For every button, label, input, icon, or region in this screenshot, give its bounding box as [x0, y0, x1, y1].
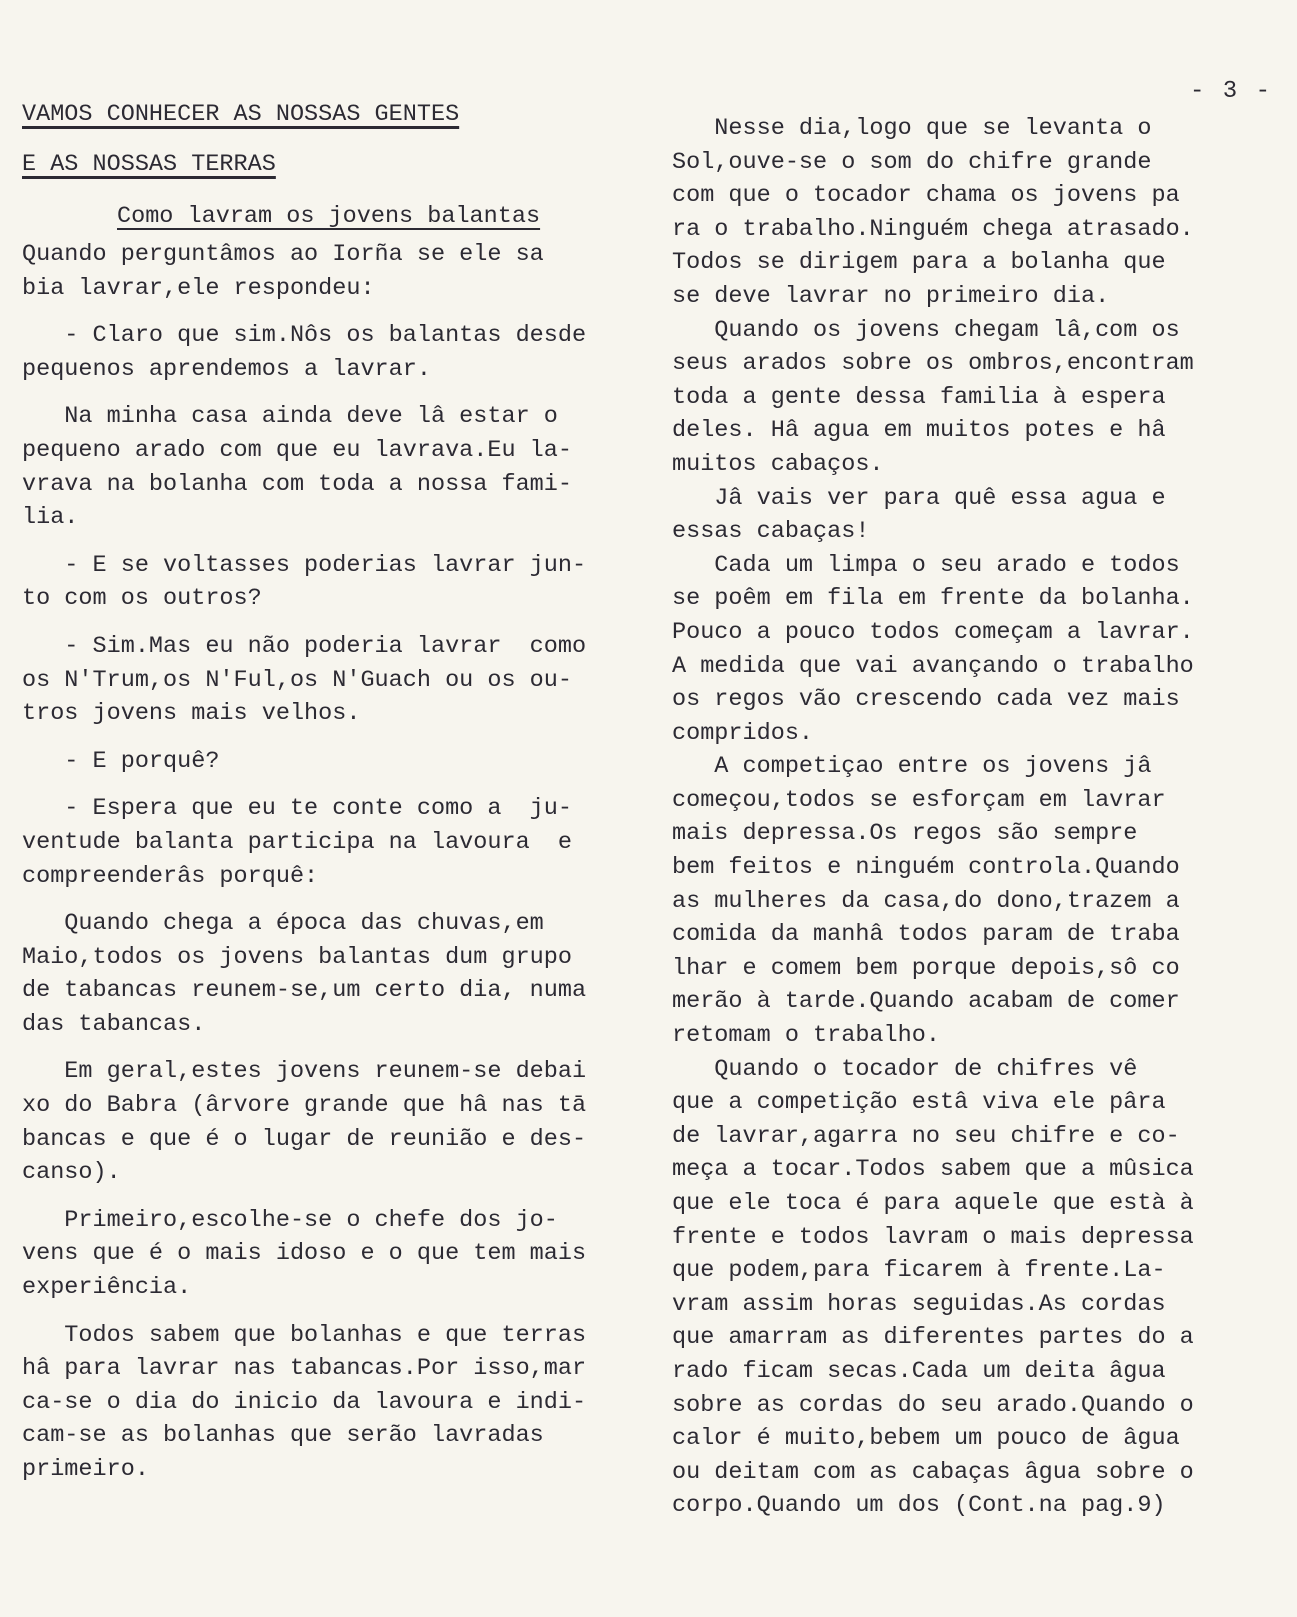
text-line: mais depressa.Os regos são sempre	[672, 820, 1138, 848]
text-line: pequenos aprendemos a lavrar.	[22, 355, 431, 383]
text-line: - E se voltasses poderias lavrar jun-	[22, 551, 587, 579]
text-line: ca-se o dia do inicio da lavoura e indi-	[22, 1388, 587, 1416]
text-line: que amarram as diferentes partes do a	[672, 1324, 1194, 1352]
text-line: xo do Babra (ârvore grande que hâ nas tā	[22, 1092, 587, 1120]
text-line: que a competição estâ viva ele pâra	[672, 1089, 1166, 1117]
paragraph-gap	[22, 778, 652, 792]
paragraph	[22, 1319, 652, 1487]
text-line: meça a tocar.Todos sabem que a mûsica	[672, 1156, 1194, 1184]
paragraph-gap	[22, 893, 652, 907]
text-line: Nesse dia,logo que se levanta o	[672, 115, 1152, 142]
text-line: A medida que vai avançando o trabalho	[672, 652, 1194, 680]
paragraph	[22, 400, 652, 534]
text-line: compridos.	[672, 719, 814, 747]
text-line: seus arados sobre os ombros,encontram	[672, 350, 1194, 378]
paragraph-gap	[22, 1305, 652, 1319]
text-line: lia.	[22, 504, 79, 532]
text-line: Todos sabem que bolanhas e que terras	[22, 1321, 587, 1349]
text-line: bem feitos e ninguém controla.Quando	[672, 854, 1180, 882]
text-line: vens que é o mais idoso e o que tem mais	[22, 1240, 587, 1268]
text-line: de lavrar,agarra no seu chifre e co-	[672, 1122, 1180, 1150]
text-line: Cada um limpa o seu arado e todos	[672, 551, 1180, 579]
text-line: vram assim horas seguidas.As cordas	[672, 1290, 1166, 1318]
text-line: comida da manhâ todos param de traba	[672, 921, 1180, 949]
text-line: ou deitam com as cabaças âgua sobre o	[672, 1458, 1194, 1486]
text-line: A competiçao entre os jovens jâ	[672, 753, 1152, 781]
paragraph	[22, 745, 652, 779]
text-line: Quando chega a época das chuvas,em	[22, 910, 544, 938]
text-line: sobre as cordas do seu arado.Quando o	[672, 1391, 1194, 1419]
text-line: - E porquê?	[22, 747, 220, 775]
paragraph	[22, 1055, 652, 1189]
text-line: ventude balanta participa na lavoura e	[22, 828, 572, 856]
text-line: rado ficam secas.Cada um deita âgua	[672, 1357, 1166, 1385]
text-line: bancas e que é o lugar de reunião e des-	[22, 1125, 587, 1153]
text-line: as mulheres da casa,do dono,trazem a	[672, 887, 1180, 915]
text-line: se deve lavrar no primeiro dia.	[672, 282, 1110, 310]
text-line: toda a gente dessa familia à espera	[672, 383, 1166, 411]
text-line: to com os outros?	[22, 585, 262, 613]
right-text	[672, 112, 1272, 1523]
text-line: Sol,ouve-se o som do chifre grande	[672, 148, 1152, 176]
paragraph	[22, 238, 652, 305]
text-line: os N'Trum,os N'Ful,os N'Guach ou os ou-	[22, 666, 572, 694]
text-line: Jâ vais ver para quê essa agua e	[672, 484, 1166, 512]
paragraph	[22, 792, 652, 893]
text-line: das tabancas.	[22, 1010, 206, 1038]
text-line: com que o tocador chama os jovens pa	[672, 182, 1180, 210]
paragraph-gap	[22, 731, 652, 745]
paragraph-gap	[22, 1041, 652, 1055]
page-number: - 3 -	[1190, 78, 1273, 105]
text-line: Na minha casa ainda deve lâ estar o	[22, 403, 558, 431]
text-line: Quando os jovens chegam lâ,com os	[672, 316, 1180, 344]
text-line: - Espera que eu te conte como a ju-	[22, 795, 572, 823]
text-line: primeiro.	[22, 1456, 149, 1483]
text-line: calor é muito,bebem um pouco de âgua	[672, 1425, 1180, 1453]
text-line: que ele toca é para aquele que està à	[672, 1190, 1194, 1217]
paragraph-gap	[22, 386, 652, 400]
text-line: hâ para lavrar nas tabancas.Por isso,mar	[22, 1355, 587, 1383]
text-line: Quando perguntâmos ao Iorña se ele sa	[22, 241, 544, 268]
paragraph	[22, 1204, 652, 1305]
paragraph-gap	[22, 1190, 652, 1204]
article-heading-line-1: VAMOS CONHECER AS NOSSAS GENTES	[22, 101, 460, 128]
paragraph	[22, 630, 652, 731]
text-line: os regos vão crescendo cada vez mais	[672, 686, 1180, 714]
text-line: canso).	[22, 1159, 121, 1187]
text-line: essas cabaças!	[672, 518, 870, 546]
text-line: - Sim.Mas eu não poderia lavrar como	[22, 632, 587, 660]
text-line: compreenderâs porquê:	[22, 862, 319, 890]
text-line: Em geral,estes jovens reunem-se debai	[22, 1058, 587, 1086]
text-line: deles. Hâ agua em muitos potes e hâ	[672, 417, 1166, 445]
text-line: se poêm em fila em frente da bolanha.	[672, 585, 1194, 613]
text-line: frente e todos lavram o mais depressa	[672, 1223, 1194, 1251]
article-subheading: Como lavram os jovens balantas	[117, 203, 541, 230]
text-line: vrava na bolanha com toda a nossa fami-	[22, 470, 572, 498]
article-heading-line-2: E AS NOSSAS TERRAS	[22, 151, 276, 178]
text-line: começou,todos se esforçam em lavrar	[672, 786, 1166, 814]
text-line: que podem,para ficarem à frente.La-	[672, 1257, 1166, 1285]
text-line: tros jovens mais velhos.	[22, 700, 361, 728]
text-line: muitos cabaços.	[672, 450, 884, 478]
text-line: pequeno arado com que eu lavrava.Eu la-	[22, 436, 572, 464]
paragraph-gap	[22, 305, 652, 319]
text-line: Quando o tocador de chifres vê	[672, 1055, 1138, 1083]
left-paragraphs	[22, 238, 652, 1487]
paragraph-gap	[22, 616, 652, 630]
left-column	[22, 98, 652, 1487]
paragraph	[22, 549, 652, 616]
text-line: Todos se dirigem para a bolanha que	[672, 249, 1166, 277]
text-line: merão à tarde.Quando acabam de comer	[672, 988, 1180, 1016]
text-line: - Claro que sim.Nôs os balantas desde	[22, 322, 587, 350]
text-line: de tabancas reunem-se,um certo dia, numa	[22, 977, 587, 1005]
text-line: Primeiro,escolhe-se o chefe dos jo-	[22, 1206, 558, 1234]
paragraph	[22, 319, 652, 386]
text-line: experiência.	[22, 1274, 192, 1302]
text-line: Pouco a pouco todos começam a lavrar.	[672, 618, 1194, 646]
text-line: bia lavrar,ele respondeu:	[22, 274, 375, 302]
paragraph	[22, 907, 652, 1041]
text-line: corpo.Quando um dos (Cont.na pag.9)	[672, 1492, 1166, 1520]
right-column	[672, 112, 1272, 1523]
text-line: retomam o trabalho.	[672, 1022, 940, 1050]
paragraph-gap	[22, 535, 652, 549]
text-line: cam-se as bolanhas que serão lavradas	[22, 1422, 544, 1450]
text-line: ra o trabalho.Ninguém chega atrasado.	[672, 215, 1194, 243]
text-line: lhar e comem bem porque depois,sô co	[672, 954, 1180, 982]
text-line: Maio,todos os jovens balantas dum grupo	[22, 943, 572, 971]
